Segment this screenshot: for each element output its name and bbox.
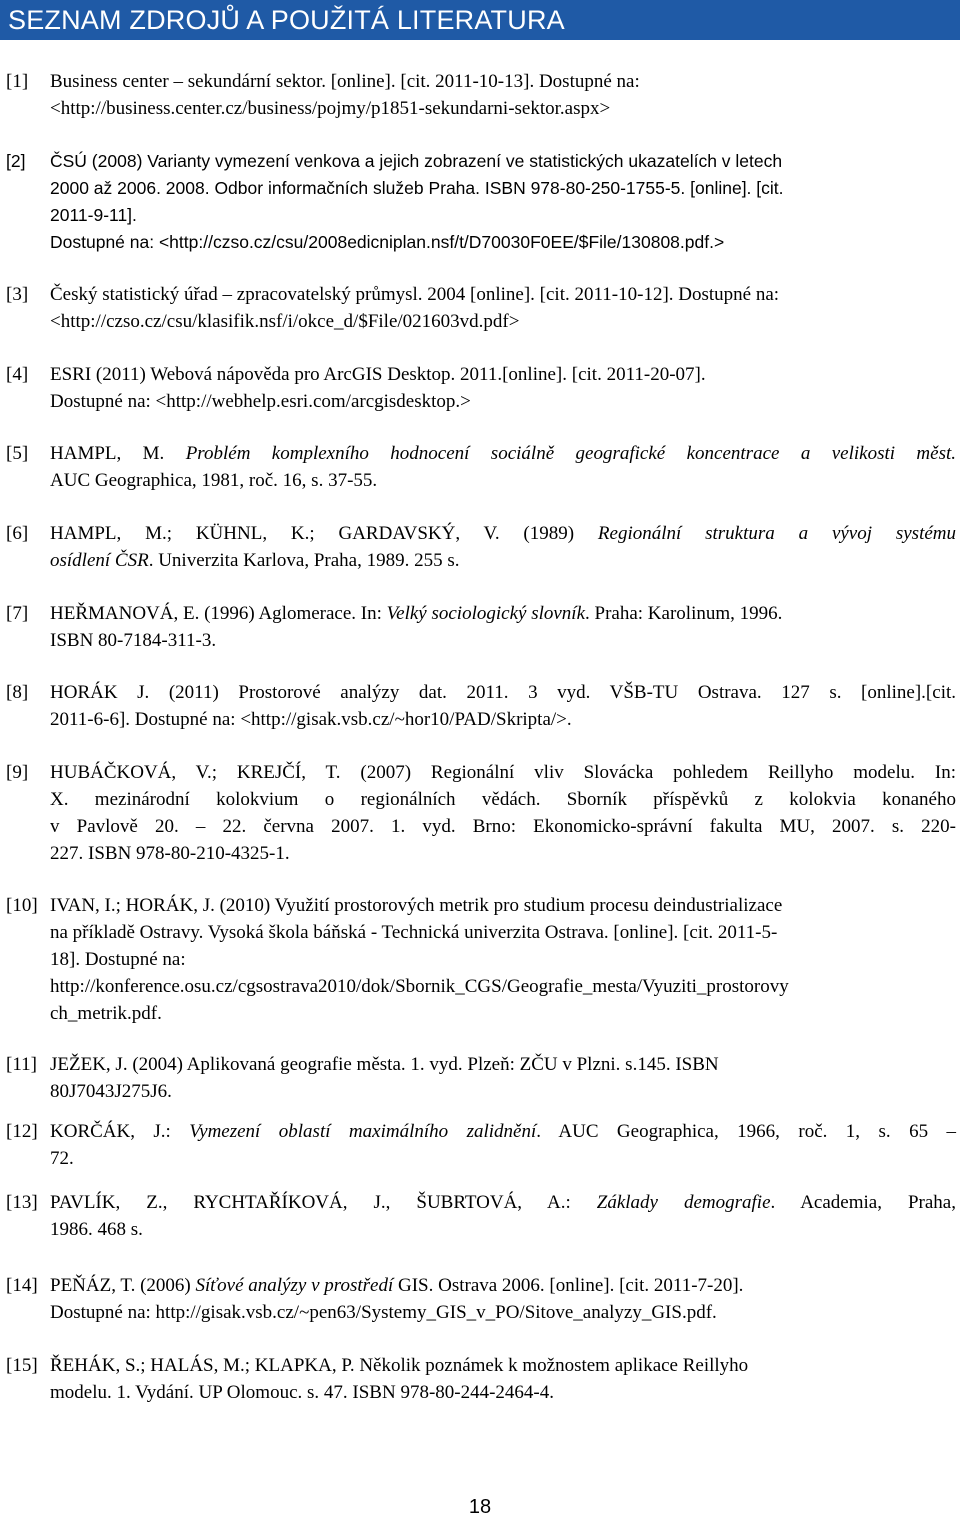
reference-title: Problém komplexního hodnocení sociálně geografické koncentrace a velikosti měst. xyxy=(185,443,956,464)
reference-title: Základy demografie xyxy=(596,1192,771,1213)
reference-text: HEŘMANOVÁ, E. (1996) Aglomerace. In: xyxy=(50,603,387,624)
reference-line: IVAN, I.; HORÁK, J. (2010) Využití prostorových metrik pro studium procesu deindustrializace xyxy=(50,895,783,916)
reference-number: [15] xyxy=(6,1355,38,1376)
reference-text: . Univerzita Karlova, Praha, 1989. 255 s. xyxy=(148,550,460,571)
reference-number: [2] xyxy=(6,151,26,171)
reference-text: . Academia, Praha, xyxy=(770,1192,956,1213)
reference-text: . Praha: Karolinum, 1996. xyxy=(585,603,783,624)
reference-title: osídlení ČSR xyxy=(50,550,149,571)
reference-line: modelu. 1. Vydání. UP Olomouc. s. 47. ISBN 978-80-244-2464-4. xyxy=(50,1382,555,1403)
reference-line xyxy=(50,440,956,467)
reference-line: JEŽEK, J. (2004) Aplikovaná geografie města. 1. vyd. Plzeň: ZČU v Plzni. s.145. ISBN xyxy=(50,1054,719,1075)
reference-line: 72. xyxy=(50,1148,74,1169)
reference-number: [5] xyxy=(6,443,29,464)
reference-title: Velký sociologický slovník xyxy=(386,603,586,624)
reference-number: [14] xyxy=(6,1275,38,1296)
reference-line: <http://business.center.cz/business/pojmy/p1851-sekundarni-sektor.aspx> xyxy=(50,98,611,119)
reference-line: X. mezinárodní kolokvium o regionálních vědách. Sborník příspěvků z kolokvia konaného xyxy=(50,789,956,810)
reference-line: ISBN 80-7184-311-3. xyxy=(50,630,217,651)
reference-number: [6] xyxy=(6,523,29,544)
reference-line: ŘEHÁK, S.; HALÁS, M.; KLAPKA, P. Několik poznámek k možnostem aplikace Reillyho xyxy=(50,1355,749,1376)
reference-line: 2011-6-6]. Dostupné na: <http://gisak.vsb.cz/~hor10/PAD/Skripta/>. xyxy=(50,709,572,730)
section-header xyxy=(0,0,960,40)
reference-line: 227. ISBN 978-80-210-4325-1. xyxy=(50,843,290,864)
reference-line xyxy=(50,600,782,627)
reference-title: Regionální struktura a vývoj systému xyxy=(597,523,956,544)
reference-line: HORÁK J. (2011) Prostorové analýzy dat. 2011. 3 vyd. VŠB-TU Ostrava. 127 s. [online].[cit. xyxy=(50,682,956,703)
reference-line xyxy=(50,1189,956,1216)
reference-line: Dostupné na: <http://webhelp.esri.com/arcgisdesktop.> xyxy=(50,391,471,412)
reference-number: [12] xyxy=(6,1121,38,1142)
reference-number: [13] xyxy=(6,1192,38,1213)
reference-line: http://konference.osu.cz/cgsostrava2010/dok/Sbornik_CGS/Geografie_mesta/Vyuziti_prostorovy xyxy=(50,976,789,997)
reference-line: Dostupné na: <http://czso.cz/csu/2008edicniplan.nsf/t/D70030F0EE/$File/130808.pdf.> xyxy=(50,232,725,252)
reference-text: . AUC Geographica, 1966, roč. 1, s. 65 – xyxy=(536,1121,957,1142)
reference-number: [11] xyxy=(6,1054,37,1075)
reference-line: 18]. Dostupné na: xyxy=(50,949,186,970)
reference-line: HUBÁČKOVÁ, V.; KREJČÍ, T. (2007) Regionální vliv Slovácka pohledem Reillyho modelu. In: xyxy=(50,762,956,783)
reference-line: Český statistický úřad – zpracovatelský průmysl. 2004 [online]. [cit. 2011-10-12]. Dostupné na: xyxy=(50,284,780,305)
reference-line: 2000 až 2006. 2008. Odbor informačních služeb Praha. ISBN 978-80-250-1755-5. [online]. [cit. xyxy=(50,178,784,198)
reference-text: HAMPL, M. xyxy=(50,443,186,464)
reference-line xyxy=(50,1118,956,1145)
reference-line: 2011-9-11]. xyxy=(50,205,137,225)
reference-number: [1] xyxy=(6,71,29,92)
reference-line xyxy=(50,1272,743,1299)
reference-text: HAMPL, M.; KÜHNL, K.; GARDAVSKÝ, V. (1989) xyxy=(50,523,598,544)
reference-number: [9] xyxy=(6,762,29,783)
reference-line xyxy=(50,547,460,574)
reference-title: Vymezení oblastí maximálního zalidnění xyxy=(189,1121,537,1142)
reference-line: AUC Geographica, 1981, roč. 16, s. 37-55. xyxy=(50,470,378,491)
reference-line: 80J7043J275J6. xyxy=(50,1081,172,1102)
reference-line: 1986. 468 s. xyxy=(50,1219,143,1240)
reference-line xyxy=(50,520,956,547)
reference-line: v Pavlově 20. – 22. června 2007. 1. vyd. Brno: Ekonomicko-správní fakulta MU, 2007. s. 220- xyxy=(50,816,956,837)
reference-text: KORČÁK, J.: xyxy=(50,1121,190,1142)
section-title: SEZNAM ZDROJŮ A POUŽITÁ LITERATURA xyxy=(8,4,565,35)
reference-text: PAVLÍK, Z., RYCHTAŘÍKOVÁ, J., ŠUBRTOVÁ, A.: xyxy=(50,1192,597,1213)
reference-line: ČSÚ (2008) Varianty vymezení venkova a jejich zobrazení ve statistických ukazatelích v letech xyxy=(50,151,783,171)
reference-line: Dostupné na: http://gisak.vsb.cz/~pen63/Systemy_GIS_v_PO/Sitove_analyzy_GIS.pdf. xyxy=(50,1302,717,1323)
reference-line: <http://czso.cz/csu/klasifik.nsf/i/okce_d/$File/021603vd.pdf> xyxy=(50,311,520,332)
reference-line: na příkladě Ostravy. Vysoká škola báňská - Technická univerzita Ostrava. [online]. [cit. 2011-5- xyxy=(50,922,778,943)
reference-line: ch_metrik.pdf. xyxy=(50,1003,162,1024)
reference-number: [10] xyxy=(6,895,38,916)
reference-number: [8] xyxy=(6,682,29,703)
reference-text: PEŇÁZ, T. (2006) xyxy=(50,1275,196,1296)
page-number: 18 xyxy=(468,1496,492,1518)
reference-number: [4] xyxy=(6,364,29,385)
reference-number: [3] xyxy=(6,284,29,305)
reference-text: GIS. Ostrava 2006. [online]. [cit. 2011-7-20]. xyxy=(393,1275,744,1296)
reference-line: Business center – sekundární sektor. [online]. [cit. 2011-10-13]. Dostupné na: xyxy=(50,71,640,92)
reference-line: ESRI (2011) Webová nápověda pro ArcGIS Desktop. 2011.[online]. [cit. 2011-20-07]. xyxy=(50,364,706,385)
reference-number: [7] xyxy=(6,603,29,624)
reference-title: Síťové analýzy v prostředí xyxy=(195,1275,394,1296)
